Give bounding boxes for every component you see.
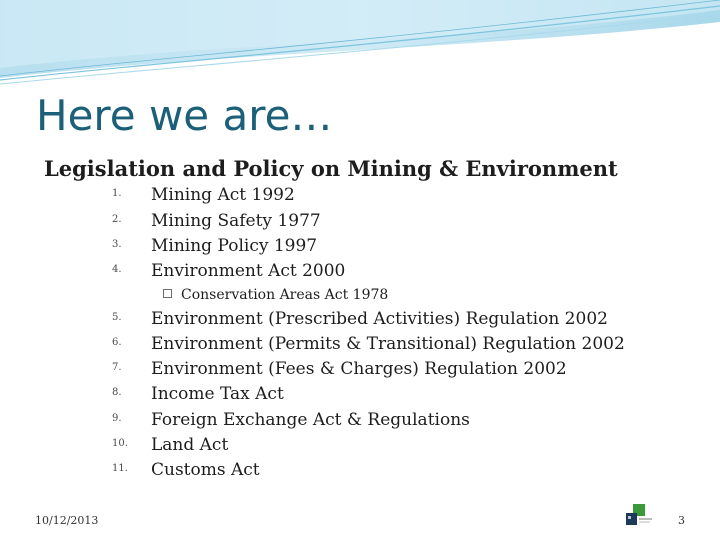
list-text: Mining Act 1992 [151, 185, 295, 205]
list-item [110, 458, 670, 483]
list-number: 10. [112, 438, 128, 449]
list-number: 11. [112, 463, 128, 474]
list-number: 9. [112, 413, 122, 424]
list-item [110, 382, 670, 407]
list-number: 7. [112, 362, 122, 373]
list-item [110, 234, 670, 259]
list-number: 6. [112, 337, 122, 348]
list-number: 4. [112, 264, 122, 275]
slide-subtitle: Legislation and Policy on Mining & Environment [44, 156, 618, 181]
list-item [110, 307, 670, 332]
organization-logo-icon [623, 504, 653, 528]
list-text: Customs Act [151, 460, 260, 480]
list-item [110, 259, 670, 284]
list-item [110, 433, 670, 458]
list-number: 5. [112, 312, 122, 323]
list-number: 3. [112, 239, 122, 250]
page-number: 3 [678, 514, 685, 527]
list-item [110, 183, 670, 208]
list-text: Environment (Fees & Charges) Regulation 2002 [151, 359, 567, 379]
list-item [110, 332, 670, 357]
list-text: Mining Policy 1997 [151, 236, 318, 256]
list-text: Land Act [151, 435, 229, 455]
slide-title: Here we are… [36, 91, 333, 140]
footer-date: 10/12/2013 [35, 514, 99, 527]
list-number: 2. [112, 214, 122, 225]
list-number: 8. [112, 387, 122, 398]
list-text: Environment (Permits & Transitional) Regulation 2002 [151, 334, 625, 354]
sub-list-text: Conservation Areas Act 1978 [181, 287, 389, 303]
list-item [110, 357, 670, 382]
list-item [110, 408, 670, 433]
list-text: Foreign Exchange Act & Regulations [151, 410, 470, 430]
list-item [110, 209, 670, 234]
list-text: Environment Act 2000 [151, 261, 346, 281]
list-text: Mining Safety 1977 [151, 211, 321, 231]
list-number: 1. [112, 188, 122, 199]
square-bullet-icon [163, 289, 172, 298]
list-text: Environment (Prescribed Activities) Regulation 2002 [151, 309, 608, 329]
list-text: Income Tax Act [151, 384, 284, 404]
